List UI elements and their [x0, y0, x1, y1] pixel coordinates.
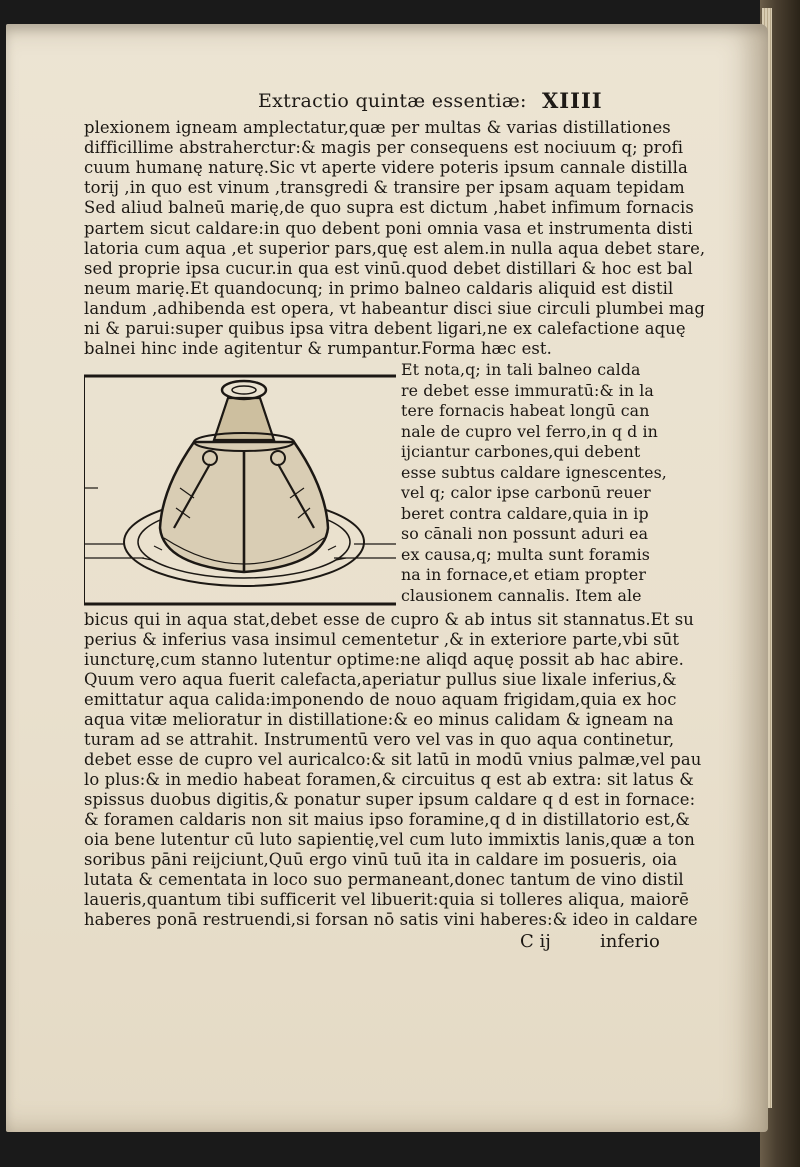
text-line: so cānali non possunt aduri ea [401, 524, 649, 543]
text-line: laueris,quantum tibi sufficerit vel libuerit:quia si tolleres aliqua, maiorē [84, 890, 689, 909]
text-line: balnei hinc inde agitentur & rumpantur.Forma hæc est. [84, 339, 552, 359]
text-line: cuum humanę naturę.Sic vt aperte videre poteris ipsum cannale distilla [84, 158, 688, 178]
catchword: inferio [600, 931, 660, 952]
text-line: vel q; calor ipse carbonū reuer [401, 483, 651, 502]
text-line: bicus qui in aqua stat,debet esse de cupro & ab intus sit stannatus.Et su [84, 610, 694, 629]
text-line: sed proprie ipsa cucur.in qua est vinū.quod debet distillari & hoc est bal [84, 258, 693, 278]
text-line: lo plus:& in medio habeat foramen,& circuitus q est ab extra: sit latus & [84, 770, 694, 789]
text-line: landum ,adhibenda est opera, vt habeantur disci siue circuli plumbei mag [84, 298, 706, 318]
text-line: debet esse de cupro vel auricalco:& sit latū in modū vnius palmæ,vel pau [84, 750, 702, 769]
text-line: ijciantur carbones,qui debent [401, 442, 641, 461]
text-line: beret contra caldare,quia in ip [401, 503, 649, 523]
text-line: partem sicut caldare:in quo debent poni omnia vasa et instrumenta disti [84, 218, 693, 238]
running-head: Extractio quintæ essentiæ: [258, 90, 527, 112]
text-line: Sed aliud balneū marię,de quo supra est dictum ,habet infimum fornacis [84, 198, 694, 218]
text-line: soribus pāni reijciunt,Quū ergo vinū tuū ita in caldare im posueris, oia [84, 850, 678, 869]
text-line: Quum vero aqua fuerit calefacta,aperiatur pullus siue lixale inferius,& [84, 670, 677, 689]
text-line: difficillime abstraherctur:& magis per consequens est nociuum q; profi [84, 138, 684, 158]
text-line: torij ,in quo est vinum ,transgredi & transire per ipsam aquam tepidam [84, 178, 685, 198]
text-line: perius & inferius vasa insimul cementetur ,& in exteriore parte,vbi sūt [84, 630, 680, 649]
text-line: emittatur aqua calida:imponendo de nouo aquam frigidam,quia ex hoc [84, 690, 677, 709]
folio-number: XIIII [542, 88, 603, 113]
text-line: esse subtus caldare ignescentes, [401, 462, 667, 482]
text-line: plexionem igneam amplectatur,quæ per multas & varias distillationes [84, 118, 671, 137]
text-line: Et nota,q; in tali balneo calda [401, 360, 641, 379]
text-line: nale de cupro vel ferro,in q d in [401, 421, 658, 441]
text-line: latoria cum aqua ,et superior pars,quę est alem.in nulla aqua debet stare, [84, 238, 706, 258]
text-line: re debet esse immuratū:& in la [401, 380, 654, 400]
text-line: ni & parui:super quibus ipsa vitra debent ligari,ne ex calefactione aquę [84, 319, 686, 338]
text-line: & foramen caldaris non sit maius ipso foramine,q d in distillatorio est,& [84, 810, 690, 829]
text-line: neum marię.Et quandocunq; in primo balneo caldaris aliquid est distil [84, 278, 674, 298]
text-line: spissus duobus digitis,& ponatur super ipsum caldare q d est in fornace: [84, 790, 696, 809]
signature-mark: C ij [520, 931, 551, 952]
text-line: aqua vitæ melioratur in distillatione:& eo minus calidam & igneam na [84, 710, 674, 729]
text-line: ex causa,q; multa sunt foramis [401, 544, 651, 564]
woodcut-illustration [84, 368, 396, 612]
text-line: clausionem cannalis. Item ale [401, 585, 642, 605]
text-line: haberes ponā restruendi,si forsan nō satis vini haberes:& ideo in caldare [84, 910, 698, 929]
text-line: lutata & cementata in loco suo permaneant,donec tantum de vino distil [84, 870, 684, 889]
text-line: iuncturę,cum stanno lutentur optime:ne aliqd aquę possit ab hac abire. [84, 650, 684, 669]
text-line: oia bene lutentur cū luto sapientię,vel cum luto immixtis lanis,quæ a ton [84, 830, 695, 849]
text-line: turam ad se attrahit. Instrumentū vero vel vas in quo aqua continetur, [84, 730, 675, 749]
text-line: na in fornace,et etiam propter [401, 565, 646, 584]
text-line: tere fornacis habeat longū can [401, 401, 650, 420]
